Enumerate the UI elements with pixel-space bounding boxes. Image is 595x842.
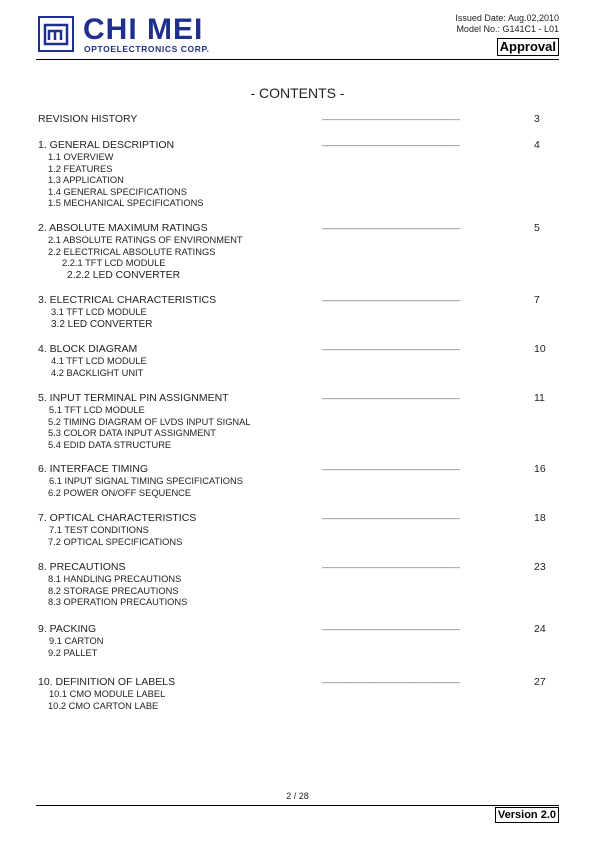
toc-leader-dots: -------------------------------------------------------------------- [322,680,461,687]
footer-divider [36,805,559,806]
toc-subsection[interactable]: 1.2 FEATURES [48,163,113,174]
toc-main-row [38,463,559,476]
toc-subsection[interactable]: 5.2 TIMING DIAGRAM OF LVDS INPUT SIGNAL [48,416,251,427]
toc-subsection[interactable]: 8.2 STORAGE PRECAUTIONS [48,585,179,596]
toc-main-row [38,343,559,356]
issued-date: Issued Date: Aug.02,2010 [455,13,559,23]
toc-entry [38,463,559,499]
toc-subsection[interactable]: 1.3 APPLICATION [48,175,124,186]
toc-subsection[interactable]: 8.3 OPERATION PRECAUTIONS [48,597,188,608]
toc-entry [38,222,559,281]
toc-main-row [38,512,559,525]
toc-entry [38,294,559,330]
toc-leader-dots: -------------------------------------------------------------------- [322,298,461,305]
toc-leader-dots: -------------------------------------------------------------------- [322,627,461,634]
toc-subsection[interactable]: 8.1 HANDLING PRECAUTIONS [48,574,182,584]
toc-subsection[interactable]: 1.1 OVERVIEW [48,152,114,162]
toc-page-number: 3 [534,113,540,125]
toc-leader-dots: -------------------------------------------------------------------- [322,117,461,124]
toc-entry [38,113,559,126]
toc-subsection[interactable]: 3.1 TFT LCD MODULE [51,307,147,317]
logo-emblem [38,16,74,52]
toc-entry [38,561,559,609]
toc-main-row [38,294,559,307]
toc-subsection[interactable]: 3.2 LED CONVERTER [51,318,153,330]
toc-page-number: 5 [534,222,540,234]
toc-subsection[interactable]: 4.2 BACKLIGHT UNIT [51,367,144,378]
page-indicator: 2 / 28 [286,791,309,801]
toc-leader-dots: -------------------------------------------------------------------- [322,396,461,403]
toc-subsection[interactable]: 6.1 INPUT SIGNAL TIMING SPECIFICATIONS [49,476,243,486]
toc-subsection[interactable]: 2.2.1 TFT LCD MODULE [62,258,166,269]
toc-section-title[interactable]: 1. GENERAL DESCRIPTION [38,139,175,151]
toc-entry [38,139,559,210]
toc-page-number: 4 [534,139,540,151]
document-meta [455,13,559,56]
toc-page-number: 27 [534,676,546,688]
toc-leader-dots: -------------------------------------------------------------------- [322,565,461,572]
version-badge: Version 2.0 [495,807,559,823]
toc-subsection[interactable]: 10.2 CMO CARTON LABE [48,700,159,711]
model-number: Model No.: G141C1 - L01 [456,24,559,34]
toc-entry [38,392,559,451]
toc-leader-dots: -------------------------------------------------------------------- [322,467,461,474]
toc-subsection[interactable]: 7.1 TEST CONDITIONS [49,525,149,535]
toc-page-number: 24 [534,623,546,635]
toc-subsection[interactable]: 4.1 TFT LCD MODULE [51,356,147,366]
toc-entry [38,676,559,712]
toc-main-row [38,561,559,574]
toc-section-title[interactable]: 3. ELECTRICAL CHARACTERISTICS [38,294,217,306]
toc-section-title[interactable]: 5. INPUT TERMINAL PIN ASSIGNMENT [38,392,229,404]
toc-entry [38,343,559,379]
toc-subsection[interactable]: 2.2 ELECTRICAL ABSOLUTE RATINGS [48,246,216,257]
toc-subsection[interactable]: 2.2.2 LED CONVERTER [67,269,181,281]
toc-main-row [38,113,559,126]
toc-page-number: 18 [534,512,546,524]
logo-name: CHI MEI [83,13,204,46]
toc-section-title[interactable]: 10. DEFINITION OF LABELS [38,676,176,688]
toc-subsection[interactable]: 9.2 PALLET [48,647,98,658]
logo-subtitle: OPTOELECTRONICS CORP. [84,44,210,54]
toc-subsection[interactable]: 5.3 COLOR DATA INPUT ASSIGNMENT [48,428,216,439]
company-logo [38,13,228,56]
toc-subsection[interactable]: 7.2 OPTICAL SPECIFICATIONS [48,536,183,547]
toc-subsection[interactable]: 6.2 POWER ON/OFF SEQUENCE [48,487,192,498]
toc-section-title[interactable]: 6. INTERFACE TIMING [38,463,149,475]
toc-page-number: 11 [534,392,545,404]
toc-leader-dots: -------------------------------------------------------------------- [322,143,461,150]
approval-badge: Approval [497,38,559,56]
toc-main-row [38,222,559,235]
toc-leader-dots: -------------------------------------------------------------------- [322,347,461,354]
toc-subsection[interactable]: 9.1 CARTON [49,636,104,646]
toc-subsection[interactable]: 2.1 ABSOLUTE RATINGS OF ENVIRONMENT [48,235,243,245]
toc-section-title[interactable]: REVISION HISTORY [38,113,138,125]
toc-section-title[interactable]: 2. ABSOLUTE MAXIMUM RATINGS [38,222,208,234]
toc-subsection[interactable]: 5.1 TFT LCD MODULE [49,405,145,415]
toc-main-row [38,139,559,152]
toc-subsection[interactable]: 1.5 MECHANICAL SPECIFICATIONS [48,198,204,209]
toc-leader-dots: -------------------------------------------------------------------- [322,516,461,523]
toc-page-number: 7 [534,294,540,306]
toc-page-number: 16 [534,463,546,475]
toc-page-number: 10 [534,343,546,355]
toc-subsection[interactable]: 1.4 GENERAL SPECIFICATIONS [48,186,187,197]
toc-section-title[interactable]: 9. PACKING [38,623,97,635]
toc-section-title[interactable]: 7. OPTICAL CHARACTERISTICS [38,512,197,524]
logo-emblem-mark [40,18,72,50]
toc-subsection[interactable]: 10.1 CMO MODULE LABEL [49,689,166,699]
toc-main-row [38,676,559,689]
toc-page-number: 23 [534,561,546,573]
toc-subsection[interactable]: 5.4 EDID DATA STRUCTURE [48,439,172,450]
toc-entry [38,512,559,548]
toc-entry [38,623,559,659]
toc-section-title[interactable]: 8. PRECAUTIONS [38,561,126,573]
toc-leader-dots: -------------------------------------------------------------------- [322,226,461,233]
toc-section-title[interactable]: 4. BLOCK DIAGRAM [38,343,138,355]
header-divider [36,59,559,60]
contents-title: - CONTENTS - [250,85,345,101]
toc-main-row [38,392,559,405]
toc-main-row [38,623,559,636]
